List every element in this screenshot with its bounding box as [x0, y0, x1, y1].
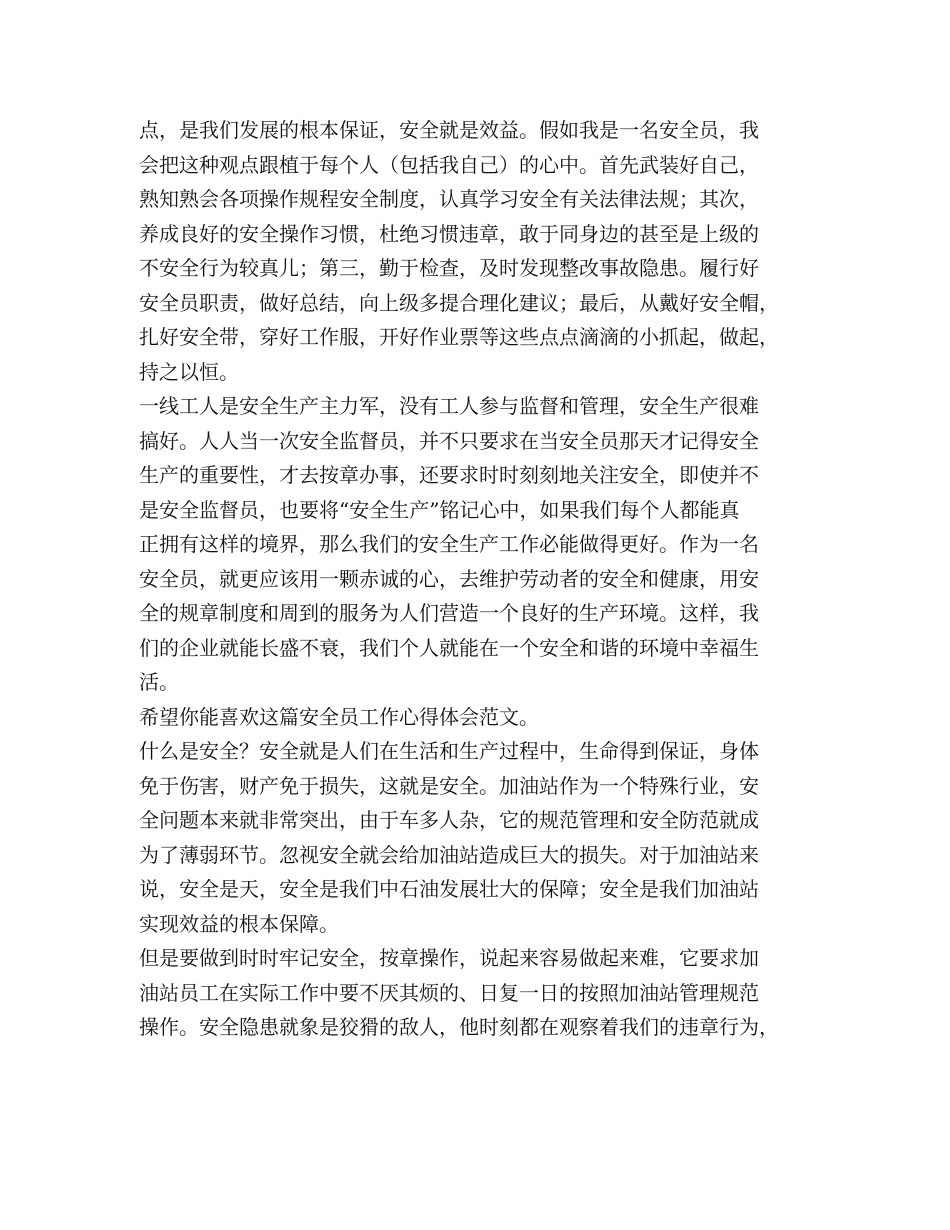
text-line: 实现效益的根本保障。 — [139, 911, 339, 936]
text-line: 油站员工在实际工作中要不厌其烦的、日复一日的按照加油站管理规范 — [139, 980, 759, 1005]
text-line: 搞好。人人当一次安全监督员，并不只要求在当安全员那天才记得安全 — [139, 428, 759, 453]
text-line: 点，是我们发展的根本保证，安全就是效益。假如我是一名安全员，我 — [139, 118, 759, 142]
text-line: 希望你能喜欢这篇安全员工作心得体会范文。 — [139, 704, 539, 729]
text-line: 是安全监督员，也要将“安全生产”铭记心中，如果我们每个人都能真 — [139, 497, 740, 522]
text-line: 安全员职责，做好总结，向上级多提合理化建议；最后，从戴好安全帽， — [139, 290, 779, 315]
text-line: 说，安全是天，安全是我们中石油发展壮大的保障；安全是我们加油站 — [139, 877, 759, 901]
text-line: 安全员，就更应该用一颗赤诚的心，去维护劳动者的安全和健康，用安 — [139, 566, 759, 591]
text-line: 但是要做到时时牢记安全，按章操作，说起来容易做起来难，它要求加 — [139, 946, 759, 970]
text-line: 全问题本来就非常突出，由于车多人杂，它的规范管理和安全防范就成 — [139, 808, 759, 832]
text-line: 生产的重要性，才去按章办事，还要求时时刻刻地关注安全，即使并不 — [139, 463, 759, 487]
text-line: 会把这种观点跟植于每个人（包括我自己）的心中。首先武装好自己， — [139, 152, 759, 177]
text-line: 不安全行为较真儿；第三，勤于检查，及时发现整改事故隐患。履行好 — [139, 256, 759, 280]
text-line: 们的企业就能长盛不衰，我们个人就能在一个安全和谐的环境中幸福生 — [139, 635, 759, 660]
text-line: 什么是安全？安全就是人们在生活和生产过程中，生命得到保证，身体 — [139, 739, 759, 763]
document-body — [139, 113, 829, 1045]
text-line: 熟知熟会各项操作规程安全制度，认真学习安全有关法律法规；其次， — [139, 187, 759, 211]
text-line: 养成良好的安全操作习惯，杜绝习惯违章，敢于同身边的甚至是上级的 — [139, 221, 759, 246]
text-line: 活。 — [139, 670, 179, 694]
text-line: 为了薄弱环节。忽视安全就会给加油站造成巨大的损失。对于加油站来 — [139, 842, 759, 867]
text-line: 扎好安全带，穿好工作服，开好作业票等这些点点滴滴的小抓起，做起， — [139, 325, 779, 349]
text-line: 持之以恒。 — [139, 359, 239, 384]
text-line: 一线工人是安全生产主力军，没有工人参与监督和管理，安全生产很难 — [139, 394, 759, 418]
text-line: 全的规章制度和周到的服务为人们营造一个良好的生产环境。这样，我 — [139, 601, 759, 625]
text-line: 操作。安全隐患就象是狡猾的敌人，他时刻都在观察着我们的违章行为， — [139, 1015, 779, 1039]
text-line: 正拥有这样的境界，那么我们的安全生产工作必能做得更好。作为一名 — [139, 532, 759, 556]
text-line: 免于伤害，财产免于损失，这就是安全。加油站作为一个特殊行业，安 — [139, 773, 759, 798]
